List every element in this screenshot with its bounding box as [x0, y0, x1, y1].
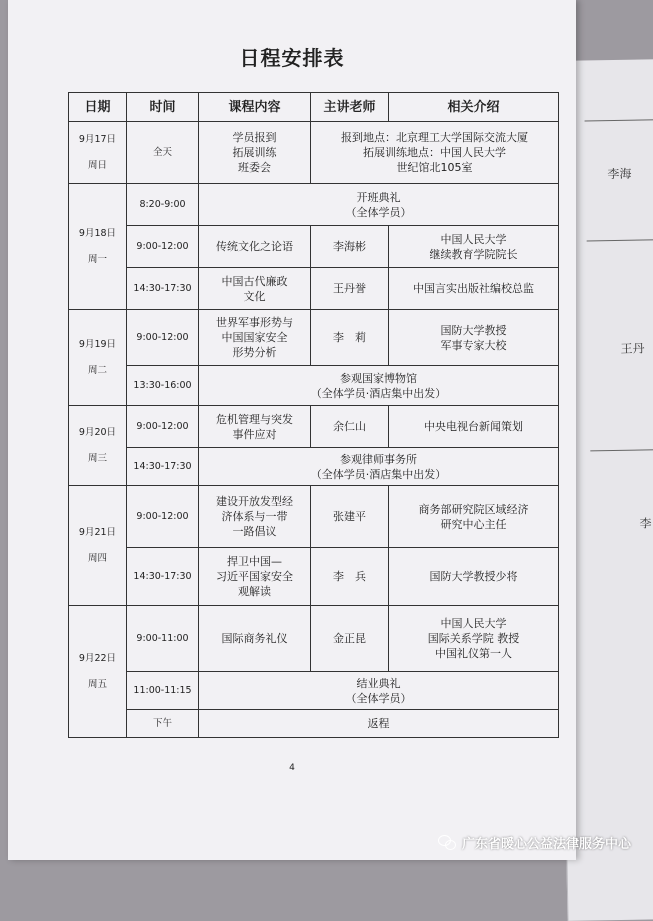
table-row [69, 122, 559, 184]
time-cell: 9:00-12:00 [127, 486, 199, 548]
schedule-table [68, 92, 559, 738]
teacher-cell: 王丹誉 [311, 268, 389, 310]
event-cell: 开班典礼 （全体学员） [199, 184, 559, 226]
time-cell: 11:00-11:15 [127, 672, 199, 710]
wechat-icon [438, 835, 456, 850]
adjacent-page-fragment: 李海 [607, 166, 632, 182]
course-cell: 传统文化之论语 [199, 226, 311, 268]
course-cell: 国际商务礼仪 [199, 606, 311, 672]
adjacent-page-rule [587, 239, 653, 241]
event-cell: 参观国家博物馆 （全体学员·酒店集中出发） [199, 366, 559, 406]
teacher-cell: 李 莉 [311, 310, 389, 366]
table-row [69, 226, 559, 268]
teacher-cell: 余仁山 [311, 406, 389, 448]
time-cell: 全天 [127, 122, 199, 184]
table-row [69, 184, 559, 226]
event-cell: 返程 [199, 710, 559, 738]
intro-cell: 中国人民大学 继续教育学院院长 [389, 226, 559, 268]
date-cell: 9月21日 周四 [69, 486, 127, 606]
event-cell: 结业典礼 （全体学员） [199, 672, 559, 710]
time-cell: 9:00-12:00 [127, 226, 199, 268]
table-row [69, 606, 559, 672]
teacher-cell: 李 兵 [311, 548, 389, 606]
date-cell: 9月19日 周二 [69, 310, 127, 406]
time-cell: 8:20-9:00 [127, 184, 199, 226]
header-date: 日期 [69, 93, 127, 122]
table-row [69, 268, 559, 310]
table-row [69, 406, 559, 448]
time-cell: 14:30-17:30 [127, 448, 199, 486]
table-row [69, 548, 559, 606]
table-row [69, 710, 559, 738]
intro-cell: 国防大学教授少将 [389, 548, 559, 606]
table-row [69, 366, 559, 406]
watermark [438, 833, 631, 852]
page-title: 日程安排表 [239, 46, 345, 70]
course-cell: 世界军事形势与 中国国家安全 形势分析 [199, 310, 311, 366]
page-number: 4 [289, 763, 295, 773]
adjacent-page-rule [590, 449, 653, 451]
time-cell: 14:30-17:30 [127, 548, 199, 606]
table-row [69, 672, 559, 710]
intro-cell: 中国人民大学 国际关系学院 教授 中国礼仪第一人 [389, 606, 559, 672]
teacher-cell: 金正昆 [311, 606, 389, 672]
adjacent-page-fragment: 王丹 [620, 341, 645, 356]
time-cell: 9:00-12:00 [127, 406, 199, 448]
teacher-cell: 李海彬 [311, 226, 389, 268]
course-cell: 危机管理与突发 事件应对 [199, 406, 311, 448]
teacher-cell: 张建平 [311, 486, 389, 548]
intro-cell: 中国言实出版社编校总监 [389, 268, 559, 310]
header-course: 课程内容 [199, 93, 311, 122]
adjacent-page-fragment: 李 [639, 516, 652, 531]
watermark-text: 广东省暖心公益法律服务中心 [461, 837, 631, 852]
course-cell: 中国古代廉政 文化 [199, 268, 311, 310]
course-cell: 捍卫中国— 习近平国家安全 观解读 [199, 548, 311, 606]
table-row [69, 310, 559, 366]
time-cell: 下午 [127, 710, 199, 738]
intro-cell: 国防大学教授 军事专家大校 [389, 310, 559, 366]
intro-cell: 中央电视台新闻策划 [389, 406, 559, 448]
intro-cell: 报到地点：北京理工大学国际交流大厦 拓展训练地点：中国人民大学 世纪馆北105室 [311, 122, 559, 184]
date-cell: 9月20日 周三 [69, 406, 127, 486]
event-cell: 参观律师事务所 （全体学员·酒店集中出发） [199, 448, 559, 486]
course-cell: 建设开放发型经 济体系与一带 一路倡议 [199, 486, 311, 548]
intro-cell: 商务部研究院区域经济 研究中心主任 [389, 486, 559, 548]
time-cell: 9:00-12:00 [127, 310, 199, 366]
header-time: 时间 [127, 93, 199, 122]
date-cell: 9月22日 周五 [69, 606, 127, 738]
table-header-row [69, 93, 559, 122]
date-cell: 9月18日 周一 [69, 184, 127, 310]
header-intro: 相关介绍 [389, 93, 559, 122]
table-row [69, 486, 559, 548]
time-cell: 9:00-11:00 [127, 606, 199, 672]
time-cell: 13:30-16:00 [127, 366, 199, 406]
header-teacher: 主讲老师 [311, 93, 389, 122]
course-cell: 学员报到 拓展训练 班委会 [199, 122, 311, 184]
table-row [69, 448, 559, 486]
adjacent-page-rule [585, 119, 653, 121]
date-cell: 9月17日 周日 [69, 122, 127, 184]
document-page [8, 0, 576, 860]
time-cell: 14:30-17:30 [127, 268, 199, 310]
